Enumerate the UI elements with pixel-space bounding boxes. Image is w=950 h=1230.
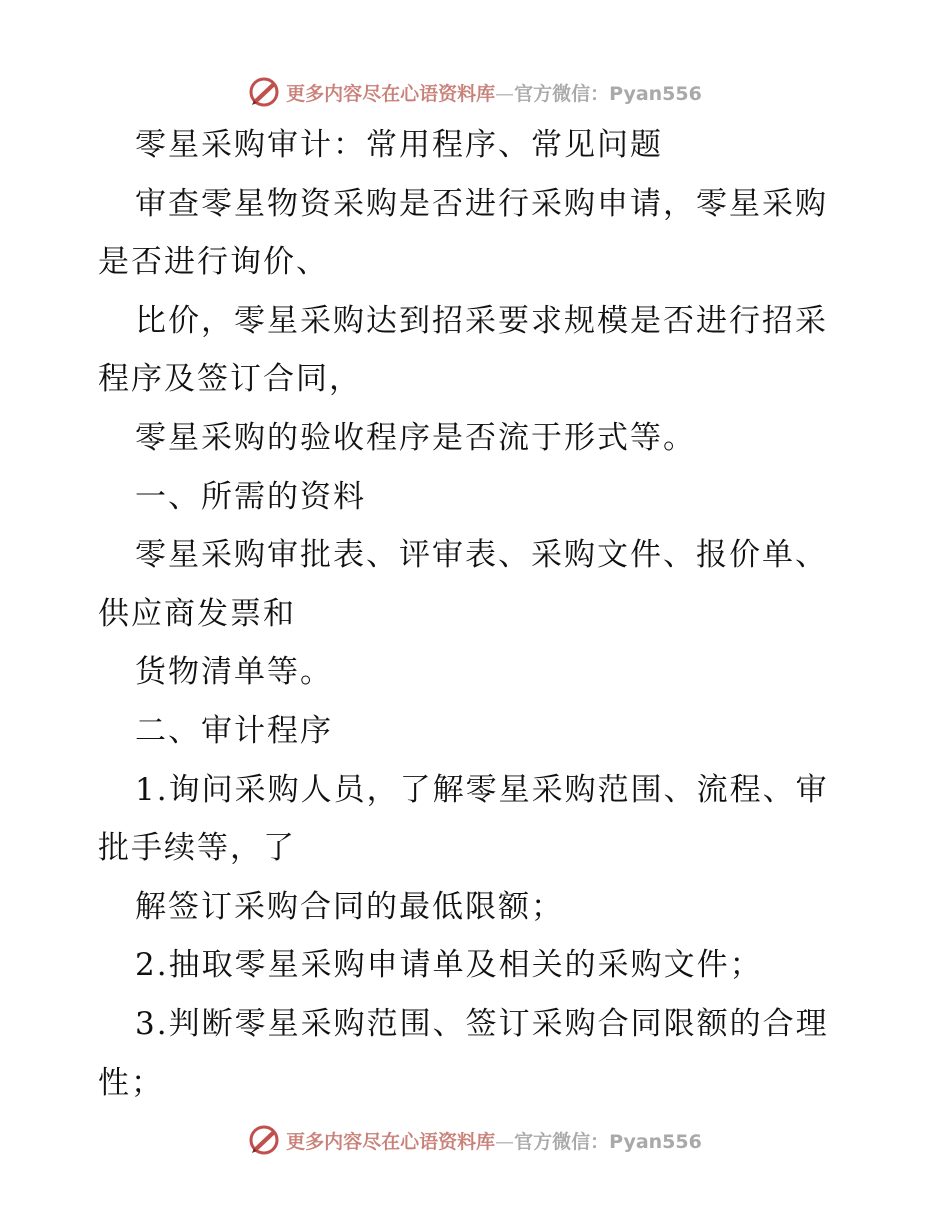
banner-text (286, 1127, 702, 1154)
text-line: 供应商发票和 (98, 595, 296, 632)
text-line: 货物清单等。 (135, 654, 333, 691)
banner-wechat-id: Pyan556 (609, 1130, 702, 1153)
text-line: 二、审计程序 (135, 712, 333, 749)
text-line: 零星采购审批表、评审表、采购文件、报价单、 (135, 537, 828, 574)
pen-circle-logo-icon (248, 76, 280, 108)
text-line: 1.询问采购人员，了解零星采购范围、流程、审 (135, 771, 829, 808)
text-line: 3.判断零星采购范围、签订采购合同限额的合理 (135, 1005, 829, 1042)
header-banner (0, 72, 950, 112)
banner-main-text: 更多内容尽在心语资料库 (286, 82, 496, 105)
banner-dash: — (495, 1130, 515, 1153)
text-line: 比价，零星采购达到招采要求规模是否进行招采 (135, 302, 828, 339)
text-line: 是否进行询价、 (98, 244, 329, 281)
document-body (98, 116, 850, 1112)
banner-dash: — (495, 82, 515, 105)
pen-circle-logo-icon (248, 1124, 280, 1156)
footer-banner (0, 1120, 950, 1160)
text-line: 2.抽取零星采购申请单及相关的采购文件； (135, 947, 763, 984)
banner-main-text: 更多内容尽在心语资料库 (286, 1130, 496, 1153)
text-line: 零星采购审计：常用程序、常见问题 (135, 127, 663, 163)
text-line: 解签订采购合同的最低限额； (135, 888, 564, 925)
text-line: 性； (98, 1064, 164, 1101)
banner-wechat-id: Pyan556 (609, 82, 702, 105)
banner-text (286, 79, 702, 106)
banner-wechat-label: 官方微信： (514, 1130, 610, 1153)
text-line: 批手续等，了 (98, 830, 296, 867)
banner-wechat-label: 官方微信： (514, 82, 610, 105)
text-line: 零星采购的验收程序是否流于形式等。 (135, 419, 696, 456)
text-line: 审查零星物资采购是否进行采购申请，零星采购 (135, 185, 828, 222)
text-line: 程序及签订合同， (98, 361, 362, 398)
text-line: 一、所需的资料 (135, 478, 366, 515)
